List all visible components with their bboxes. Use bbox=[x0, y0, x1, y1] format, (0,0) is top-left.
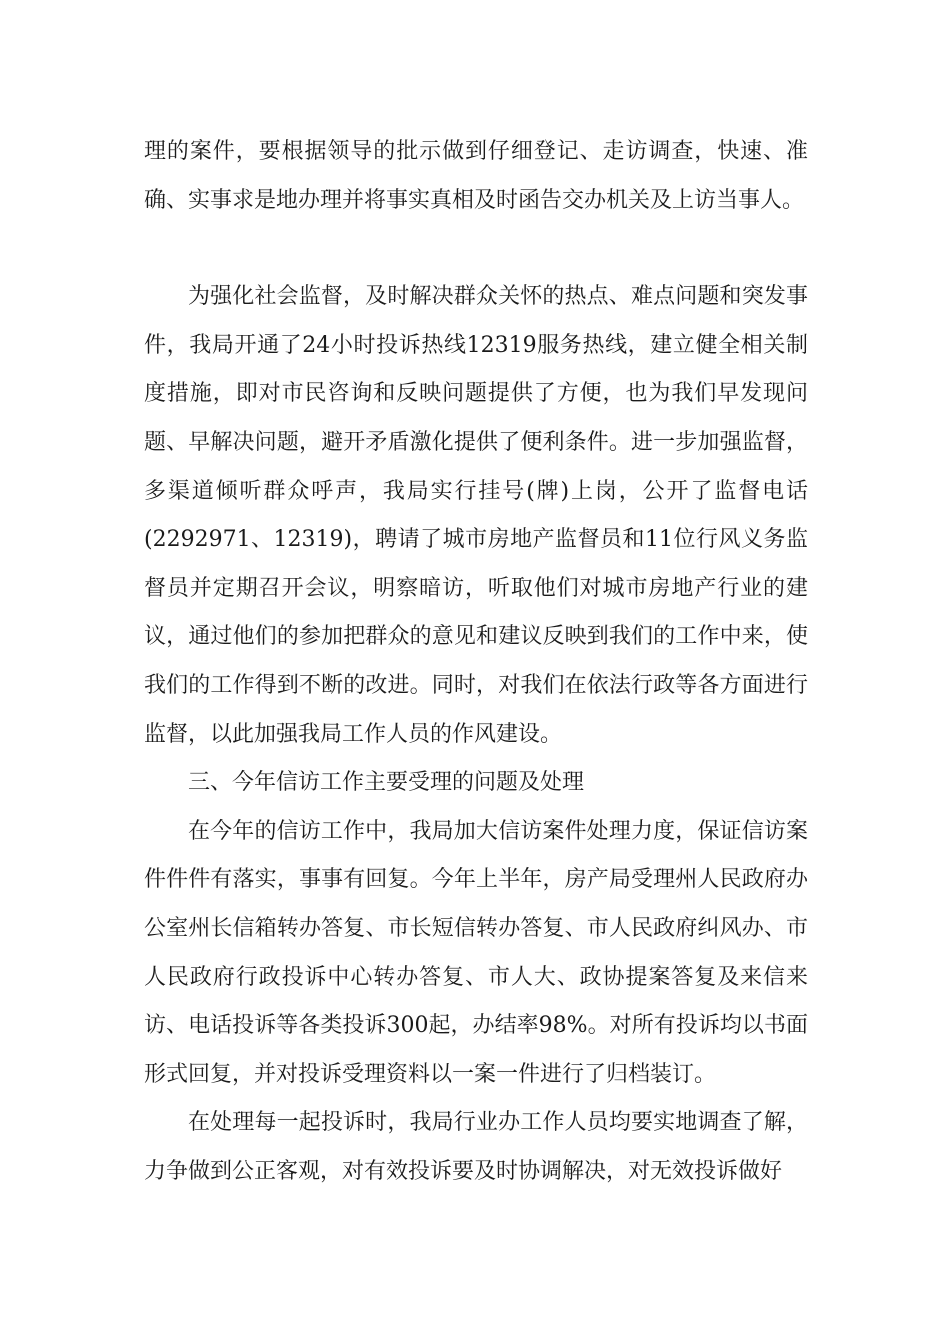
paragraph-case-handling: 理的案件，要根据领导的批示做到仔细登记、走访调查，快速、准确、实事求是地办理并将事实真相及时函告交办机关及上访当事人。 bbox=[144, 139, 808, 213]
paragraph-petition-work: 在今年的信访工作中，我局加大信访案件处理力度，保证信访案件件件有落实，事事有回复。今年上半年，房产局受理州人民政府办公室州长信箱转办答复、市长短信转办答复、市人民政府纠风办、市人民政府行政投诉中心转办答复、市人大、政协提案答复及来信来访、电话投诉等各类投诉300起，办结率98%。对所有投诉均以书面形式回复，并对投诉受理资料以一案一件进行了归档装订。 bbox=[144, 818, 808, 1087]
document-page bbox=[144, 128, 808, 1196]
section-heading-3: 三、今年信访工作主要受理的问题及处理 bbox=[188, 770, 585, 796]
paragraph-social-supervision: 为强化社会监督，及时解决群众关怀的热点、难点问题和突发事件，我局开通了24小时投诉热线12319服务热线，建立健全相关制度措施，即对市民咨询和反映问题提供了方便，也为我们早发现问题、早解决问题，避开矛盾激化提供了便利条件。进一步加强监督，多渠道倾听群众呼声，我局实行挂号(牌)上岗，公开了监督电话(2292971、12319)，聘请了城市房地产监督员和11位行风义务监督员并定期召开会议，明察暗访，听取他们对城市房地产行业的建议，通过他们的参加把群众的意见和建议反映到我们的工作中来，使我们的工作得到不断的改进。同时，对我们在依法行政等各方面进行监督，以此加强我局工作人员的作风建设。 bbox=[144, 284, 808, 747]
paragraph-complaint-processing: 在处理每一起投诉时，我局行业办工作人员均要实地调查了解，力争做到公正客观，对有效投诉要及时协调解决，对无效投诉做好 bbox=[144, 1110, 808, 1184]
